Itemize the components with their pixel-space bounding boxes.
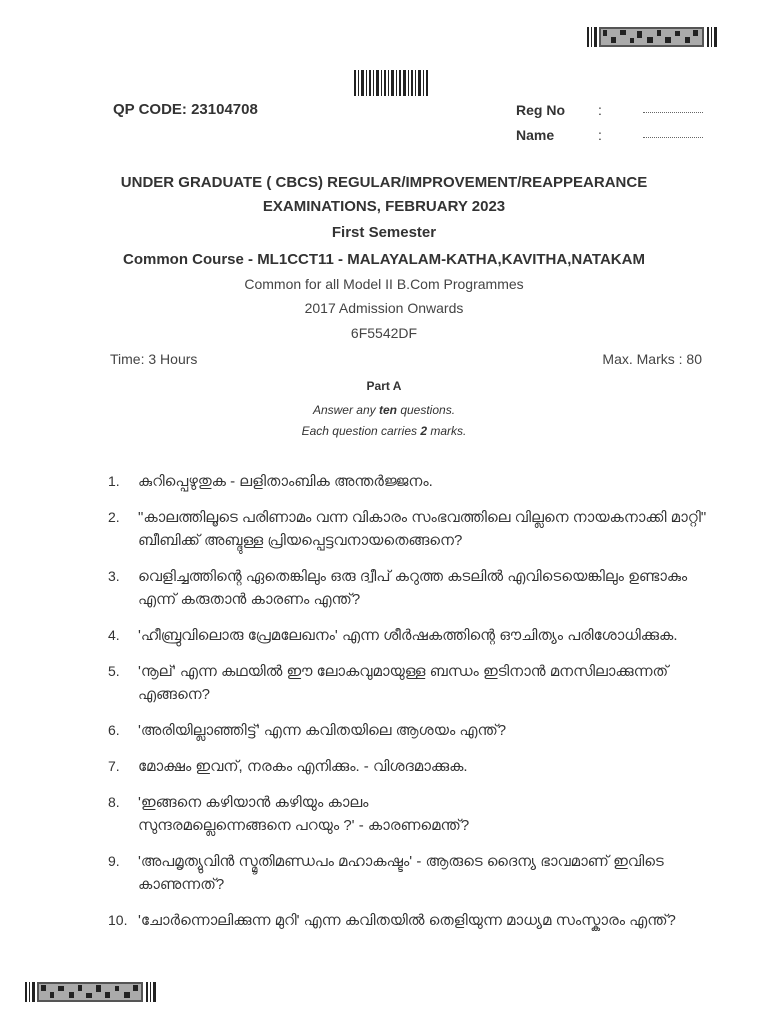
question-item: [108, 909, 718, 932]
qp-code: QP CODE: 23104708: [113, 101, 258, 118]
barcode-center: [354, 70, 430, 96]
name-colon: :: [598, 127, 602, 143]
time-allowed: Time: 3 Hours: [110, 351, 198, 367]
admission: 2017 Admission Onwards: [304, 300, 464, 316]
question-item: [108, 565, 718, 611]
question-item: [108, 850, 718, 896]
reg-no-colon: :: [598, 102, 602, 118]
question-number: 5.: [108, 663, 120, 679]
question-number: 3.: [108, 568, 120, 584]
reg-no-label: Reg No: [516, 102, 565, 118]
barcode-top-right: [587, 27, 717, 47]
max-marks: Max. Marks : 80: [602, 351, 702, 367]
question-text: 'ചോർന്നൊലിക്കുന്ന മുറി' എന്ന കവിതയിൽ തെളിയുന്ന മാധ്യമ സംസ്കാരം എന്ത്?: [138, 912, 676, 929]
question-number: 2.: [108, 509, 120, 525]
question-item: [108, 660, 718, 706]
question-text: 'ഇങ്ങനെ കഴിയാൻ കഴിയും കാലം സുന്ദരമല്ലെന്നെങ്ങനെ പറയും ?' - കാരണമെന്ത്?: [138, 794, 470, 834]
question-number: 8.: [108, 794, 120, 810]
reg-no-field[interactable]: [643, 104, 703, 113]
part-title: Part A: [366, 379, 402, 393]
question-item: [108, 755, 718, 778]
question-number: 10.: [108, 912, 128, 928]
question-number: 9.: [108, 853, 120, 869]
question-item: [108, 791, 718, 837]
question-list: [108, 470, 718, 945]
barcode-bottom-left: [25, 982, 157, 1002]
question-text: വെളിച്ചത്തിന്റെ ഏതെങ്കിലും ഒരു ദ്വീപ് കറുത്ത കടലിൽ എവിടെയെങ്കിലും ഉണ്ടാകും എന്ന് കരുതാൻ കാരണം എന്ത്?: [138, 568, 688, 608]
course-title: Common Course - ML1CCT11 - MALAYALAM-KATHA,KAVITHA,NATAKAM: [123, 251, 645, 268]
question-item: [108, 470, 718, 493]
question-text: 'നൂല്' എന്ന കഥയിൽ ഈ ലോകവുമായുള്ള ബന്ധം ഇടിനാൻ മനസിലാക്കുന്നത് എങ്ങനെ?: [138, 663, 669, 703]
name-field[interactable]: [643, 129, 703, 138]
question-text: "കാലത്തിലൂടെ പരിണാമം വന്ന വികാരം സംഭവത്തിലെ വില്ലനെ നായകനാക്കി മാറ്റി" ബീബിക്ക് അബ്ദുള്ള പ്രിയപ്പെട്ടവനായതെങ്ങനെ?: [138, 509, 707, 549]
question-text: 'അപമൃത്യുവിൻ സ്മൃതിമണ്ഡപം മഹാകഷ്ടം' - ആരുടെ ദൈന്യ ഭാവമാണ് ഇവിടെ കാണുന്നത്?: [138, 853, 664, 893]
exam-title-line2: EXAMINATIONS, FEBRUARY 2023: [262, 198, 506, 215]
question-item: [108, 506, 718, 552]
name-label: Name: [516, 127, 555, 143]
instruction-marks: Each question carries 2 marks.: [301, 424, 467, 438]
question-text: 'ഹീബ്രുവിലൊരു പ്രേമലേഖനം' എന്ന ശീർഷകത്തിന്റെ ഔചിത്യം പരിശോധിക്കുക.: [138, 627, 678, 644]
semester: First Semester: [331, 224, 437, 241]
paper-code: 6F5542DF: [350, 325, 418, 341]
instruction-answer: Answer any ten questions.: [312, 403, 456, 417]
question-item: [108, 719, 718, 742]
question-number: 6.: [108, 722, 120, 738]
question-text: മോക്ഷം ഇവന്, നരകം എനിക്കും. - വിശദമാക്കുക.: [138, 758, 468, 775]
question-text: 'അരിയില്ലാഞ്ഞിട്ട്' എന്ന കവിതയിലെ ആശയം എന്ത്?: [138, 722, 507, 739]
exam-title-line1: UNDER GRADUATE ( CBCS) REGULAR/IMPROVEMENT/REAPPEARANCE: [120, 174, 648, 191]
question-text: കുറിപ്പെഴുതുക - ലളിതാംബിക അന്തർജ്ജനം.: [138, 473, 433, 490]
programme: Common for all Model II B.Com Programmes: [244, 276, 524, 292]
question-number: 7.: [108, 758, 120, 774]
question-number: 4.: [108, 627, 120, 643]
question-number: 1.: [108, 473, 120, 489]
question-item: [108, 624, 718, 647]
